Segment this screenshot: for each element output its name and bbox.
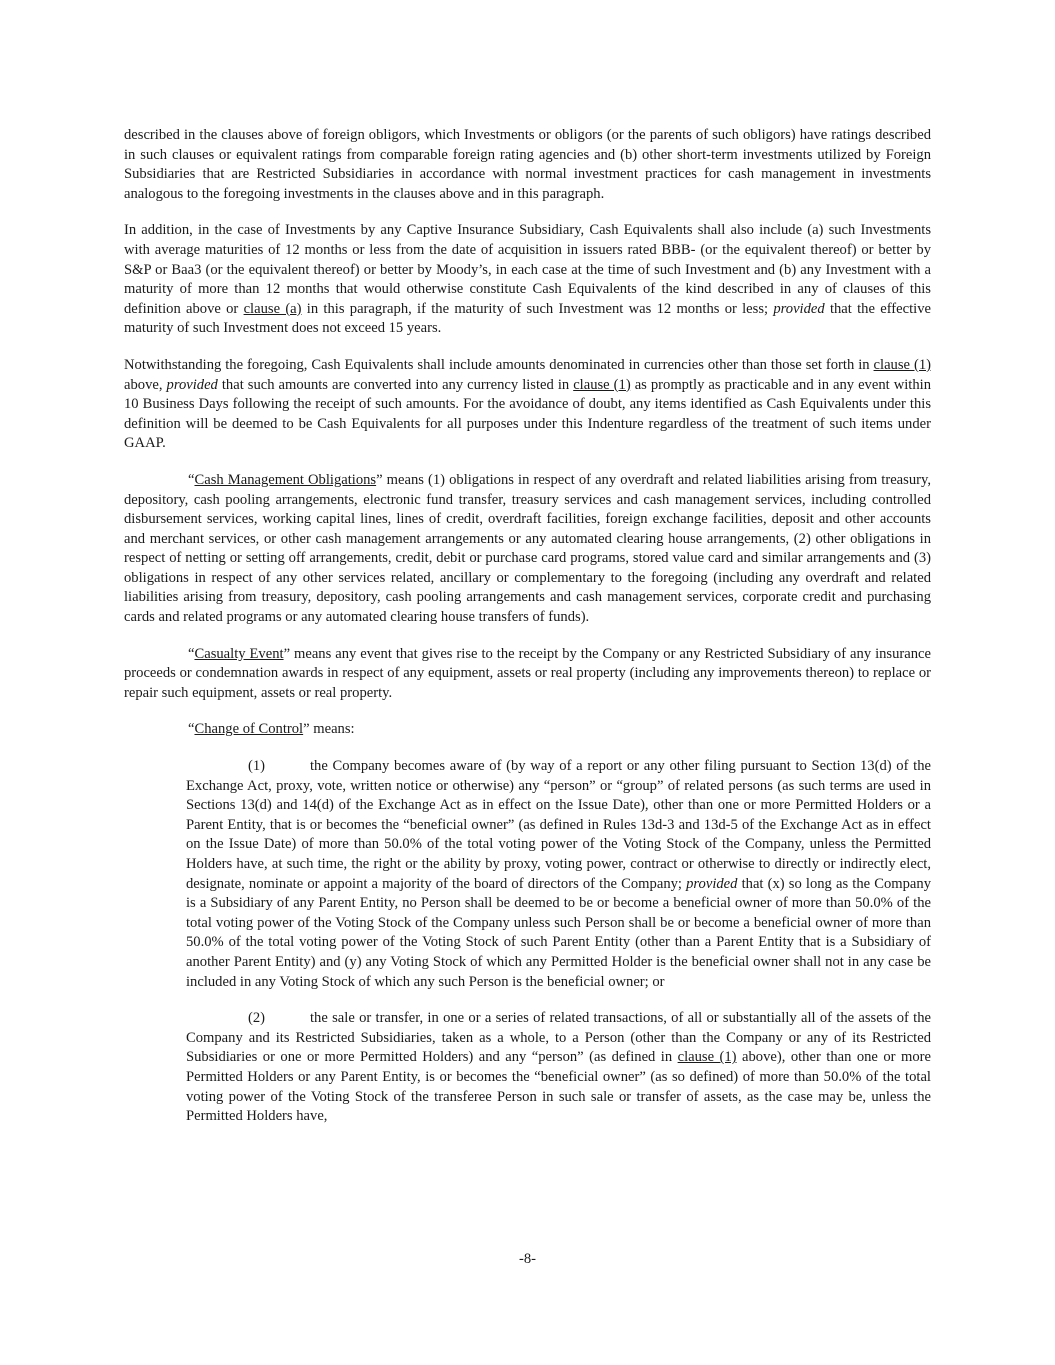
definition-casualty-event: “Casualty Event” means any event that gives rise to the receipt by the Company or any Restricted Subsidiary of any insurance proceeds or condemnation awards in respect of any equipment, assets or real property (including any improvements thereon) to replace or repair such equipment, assets or real property. [124, 645, 931, 701]
paragraph-foreign-investments: described in the clauses above of foreign obligors, which Investments or obligors (or the parents of such obligors) have ratings described in such clauses or equivalent ratings from comparable foreign rating agencies and (b) other short-term investments utilized by Foreign Subsidiaries that are Restricted Subsidiaries in accordance with normal investment practices for cash management in investments analogous to the foregoing investments in the clauses above and in this paragraph. [124, 127, 931, 202]
change-of-control-clause-2: (2) the sale or transfer, in one or a series of related transactions, of all or substantially all of the assets of the Company and its Restricted Subsidiaries, taken as a whole, to a Person (other than the Company or any of its Restricted Subsidiaries or one or more Permitted Holders) and any “person” (as defined in clause (1) above), other than one or more Permitted Holders or any Parent Entity, is or becomes the “beneficial owner” (as so defined) of more than 50.0% of the total voting power of the Voting Stock of the transferee Person in such sale or transfer of assets, as the case may be, unless the Permitted Holders have, [186, 1010, 931, 1125]
defined-term: Cash Management Obligations [194, 471, 377, 488]
document-page [124, 126, 931, 1144]
page-number: -8- [518, 1251, 537, 1267]
definition-cash-management-obligations: “Cash Management Obligations” means (1) obligations in respect of any overdraft and related liabilities arising from treasury, depository, cash pooling arrangements, electronic fund transfer, treasury services and cash management services, including controlled disbursement services, working capital lines, lines of credit, overdraft facilities, foreign exchange facilities, deposit and other accounts and merchant services, or other cash management arrangements or any automated clearing house arrangements, (2) other obligations in respect of netting or setting off arrangements, credit, debit or purchase card programs, stored value card and similar arrangements and (3) obligations in respect of any other services related, ancillary or complementary to the foregoing (including any overdraft and related liabilities arising from treasury, depository, cash pooling arrangements and cash management services, corporate credit and purchasing cards and related programs or any automated clearing house transfers of funds). [124, 471, 931, 626]
clause-1-reference: clause (1) [573, 376, 631, 393]
clause-1-reference: clause (1) [873, 356, 931, 373]
definition-change-of-control: “Change of Control” means: [188, 721, 355, 738]
defined-term: Change of Control [194, 721, 304, 738]
defined-term: Casualty Event [194, 645, 284, 662]
clause-number: (2) [248, 1010, 266, 1027]
clause-a-reference: clause (a) [243, 300, 302, 317]
clause-1-reference: clause (1) [677, 1049, 737, 1066]
change-of-control-clause-1: (1) the Company becomes aware of (by way of a report or any other filing pursuant to Section 13(d) of the Exchange Act, proxy, vote, written notice or otherwise) any “person” or “group” of related persons (as such terms are used in Sections 13(d) and 14(d) of the Exchange Act as in effect on the Issue Date), other than one or more Permitted Holders or a Parent Entity, that is or becomes the “beneficial owner” (as defined in Rules 13d-3 and 13d-5 of the Exchange Act as in effect on the Issue Date) of more than 50.0% of the total voting power of the Voting Stock of the Company, unless the Permitted Holders have, at such time, the right or the ability by proxy, voting power, contract or otherwise to directly or indirectly elect, designate, nominate or appoint a majority of the board of directors of the Company; provided that (x) so long as the Company is a Subsidiary of any Parent Entity, no Person shall be deemed to be or become a beneficial owner of more than 50.0% of the total voting power of the Voting Stock of the Company unless such Person shall be or become a beneficial owner of more than 50.0% of the total voting power of the Voting Stock of such Parent Entity (other than a Parent Entity that is a Subsidiary of another Parent Entity) and (y) any Voting Stock of which any Permitted Holder is the beneficial owner shall not in any case be included in any Voting Stock of which any such Person is the beneficial owner; or [186, 758, 931, 990]
paragraph-captive-insurance: In addition, in the case of Investments by any Captive Insurance Subsidiary, Cash Equivalents shall also include (a) such Investments with average maturities of 12 months or less from the date of acquisition in issuers rated BBB- (or the equivalent thereof) or better by S&P or Baa3 (or the equivalent thereof) or better by Moody’s, in each case at the time of such Investment and (b) any Investment with a maturity of more than 12 months that would otherwise constitute Cash Equivalents of the kind described in any of clauses of this definition above or clause (a) in this paragraph, if the maturity of such Investment was 12 months or less; provided that the effective maturity of such Investment does not exceed 15 years. [124, 222, 931, 337]
clause-number: (1) [248, 758, 266, 775]
paragraph-notwithstanding: Notwithstanding the foregoing, Cash Equivalents shall include amounts denominated in currencies other than those set forth in clause (1) above, provided that such amounts are converted into any currency listed in clause (1) as promptly as practicable and in any event within 10 Business Days following the receipt of such amounts. For the avoidance of doubt, any items identified as Cash Equivalents under this definition will be deemed to be Cash Equivalents for all purposes under this Indenture regardless of the treatment of such items under GAAP. [124, 356, 931, 452]
